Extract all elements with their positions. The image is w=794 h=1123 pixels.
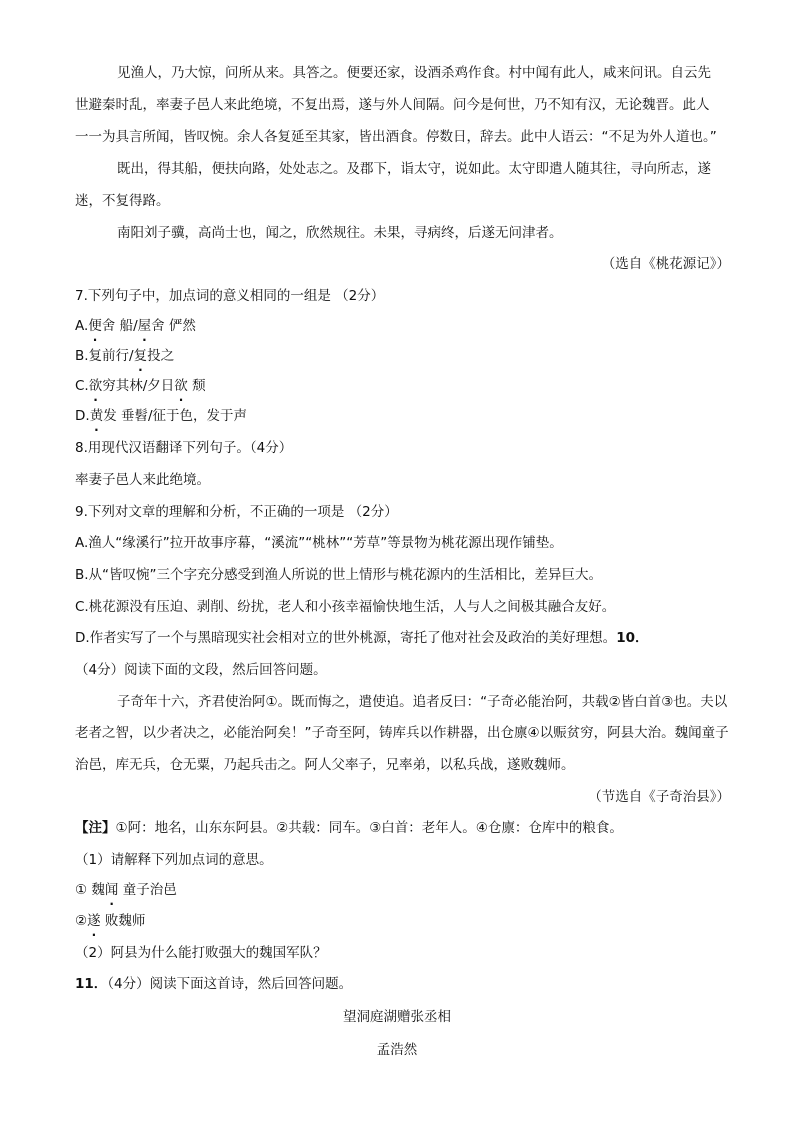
poem-title: 望洞庭湖赠张丞相 <box>343 1009 451 1025</box>
question-9-stem: 9.下列对文章的理解和分析，不正确的一项是 （2分） <box>75 504 398 520</box>
question-10-text-line: 子奇年十六，齐君使治阿①。既而悔之，遣使追。追者反曰：“子奇必能治阿，共载②皆白首③也。夫以 <box>117 694 728 710</box>
question-10-source: （节选自《子奇治县》） <box>588 789 730 805</box>
dotted-word: 欲 <box>88 378 103 394</box>
passage-line: 见渔人，乃大惊，问所从来。具答之。便要还家，设酒杀鸡作食。村中闻有此人，咸来问讯。自云先 <box>117 65 711 81</box>
question-10-stem: （4分）阅读下面的文段，然后回答问题。 <box>75 662 327 678</box>
question-9-option-c: C.桃花源没有压迫、剥削、纷扰，老人和小孩幸福愉快地生活，人与人之间极其融合友好。 <box>75 599 616 615</box>
question-9-option-b: B.从“皆叹惋”三个字充分感受到渔人所说的世上情形与桃花源内的生活相比，差异巨大。 <box>75 567 603 583</box>
passage-line: 南阳刘子骥，高尚士也，闻之，欣然规往。未果，寻病终，后遂无问津者。 <box>117 225 563 241</box>
note-label: 【注】 <box>75 820 116 836</box>
question-10-sub-2: （2）阿县为什么能打败强大的魏国军队？ <box>75 945 327 961</box>
question-7-stem: 7.下列句子中，加点词的意义相同的一组是 （2分） <box>75 288 385 304</box>
dotted-word: 复 <box>133 348 148 364</box>
question-9-option-d: D.作者实写了一个与黑暗现实社会相对立的世外桃源，寄托了他对社会及政治的美好理想。10． <box>75 630 649 646</box>
passage-source: （选自《桃花源记》） <box>601 256 730 272</box>
question-10-sub-1: （1）请解释下列加点词的意思。 <box>75 852 273 868</box>
question-8-sentence: 率妻子邑人来此绝境。 <box>75 472 210 488</box>
passage-line: 一一为具言所闻，皆叹惋。余人各复延至其家，皆出酒食。停数日，辞去。此中人语云：“不足为外人道也。” <box>75 129 717 145</box>
question-11-number: 11． <box>75 976 108 992</box>
dotted-word: 黄 <box>89 408 104 424</box>
dotted-word: 闻 <box>104 882 119 898</box>
question-9-option-a: A.渔人“缘溪行”拉开故事序幕，“溪流”“桃林”“芳草”等景物为桃花源出现作铺垫。 <box>75 535 563 551</box>
passage-line: 迷，不复得路。 <box>75 193 170 209</box>
question-7-option-c: C.欲穷其林/夕日欲 颓 <box>75 378 206 394</box>
question-7-option-a: A.便舍 船/屋舍 俨然 <box>75 318 196 334</box>
question-11-stem: 11．（4分）阅读下面这首诗，然后回答问题。 <box>75 976 353 992</box>
question-8-stem: 8.用现代汉语翻译下列句子。（4分） <box>75 440 293 456</box>
question-10-item-1: ① 魏闻 童子治邑 <box>75 882 177 898</box>
question-7-option-d: D.黄发 垂髫/征于色，发于声 <box>75 408 248 424</box>
question-10-item-2: ②遂 败魏师 <box>75 913 146 929</box>
dotted-word: 遂 <box>87 913 101 929</box>
passage-line: 世避秦时乱，率妻子邑人来此绝境，不复出焉，遂与外人间隔。问今是何世，乃不知有汉，无论魏晋。此人 <box>75 97 710 113</box>
passage-line: 既出，得其船，便扶向路，处处志之。及郡下，诣太守，说如此。太守即遣人随其往，寻向所志，遂 <box>117 161 711 177</box>
question-10-number: 10． <box>616 630 649 646</box>
question-10-text-line: 老者之智，以少者决之，必能治阿矣！”子奇至阿，铸库兵以作耕器，出仓廪④以赈贫穷，阿县大治。魏闻童子 <box>75 725 729 741</box>
question-10-note: 【注】①阿：地名，山东东阿县。②共载：同车。③白首：老年人。④仓廪：仓库中的粮食。 <box>75 820 623 836</box>
question-10-text-line: 治邑，库无兵，仓无粟，乃起兵击之。阿人父率子，兄率弟，以私兵战，遂败魏师。 <box>75 757 575 773</box>
poem-author: 孟浩然 <box>376 1042 418 1058</box>
question-7-option-b: B.复前行/复投之 <box>75 348 175 364</box>
dotted-word: 欲 <box>174 378 188 394</box>
dotted-word: 屋 <box>137 318 152 334</box>
dotted-word: 便 <box>88 318 102 334</box>
